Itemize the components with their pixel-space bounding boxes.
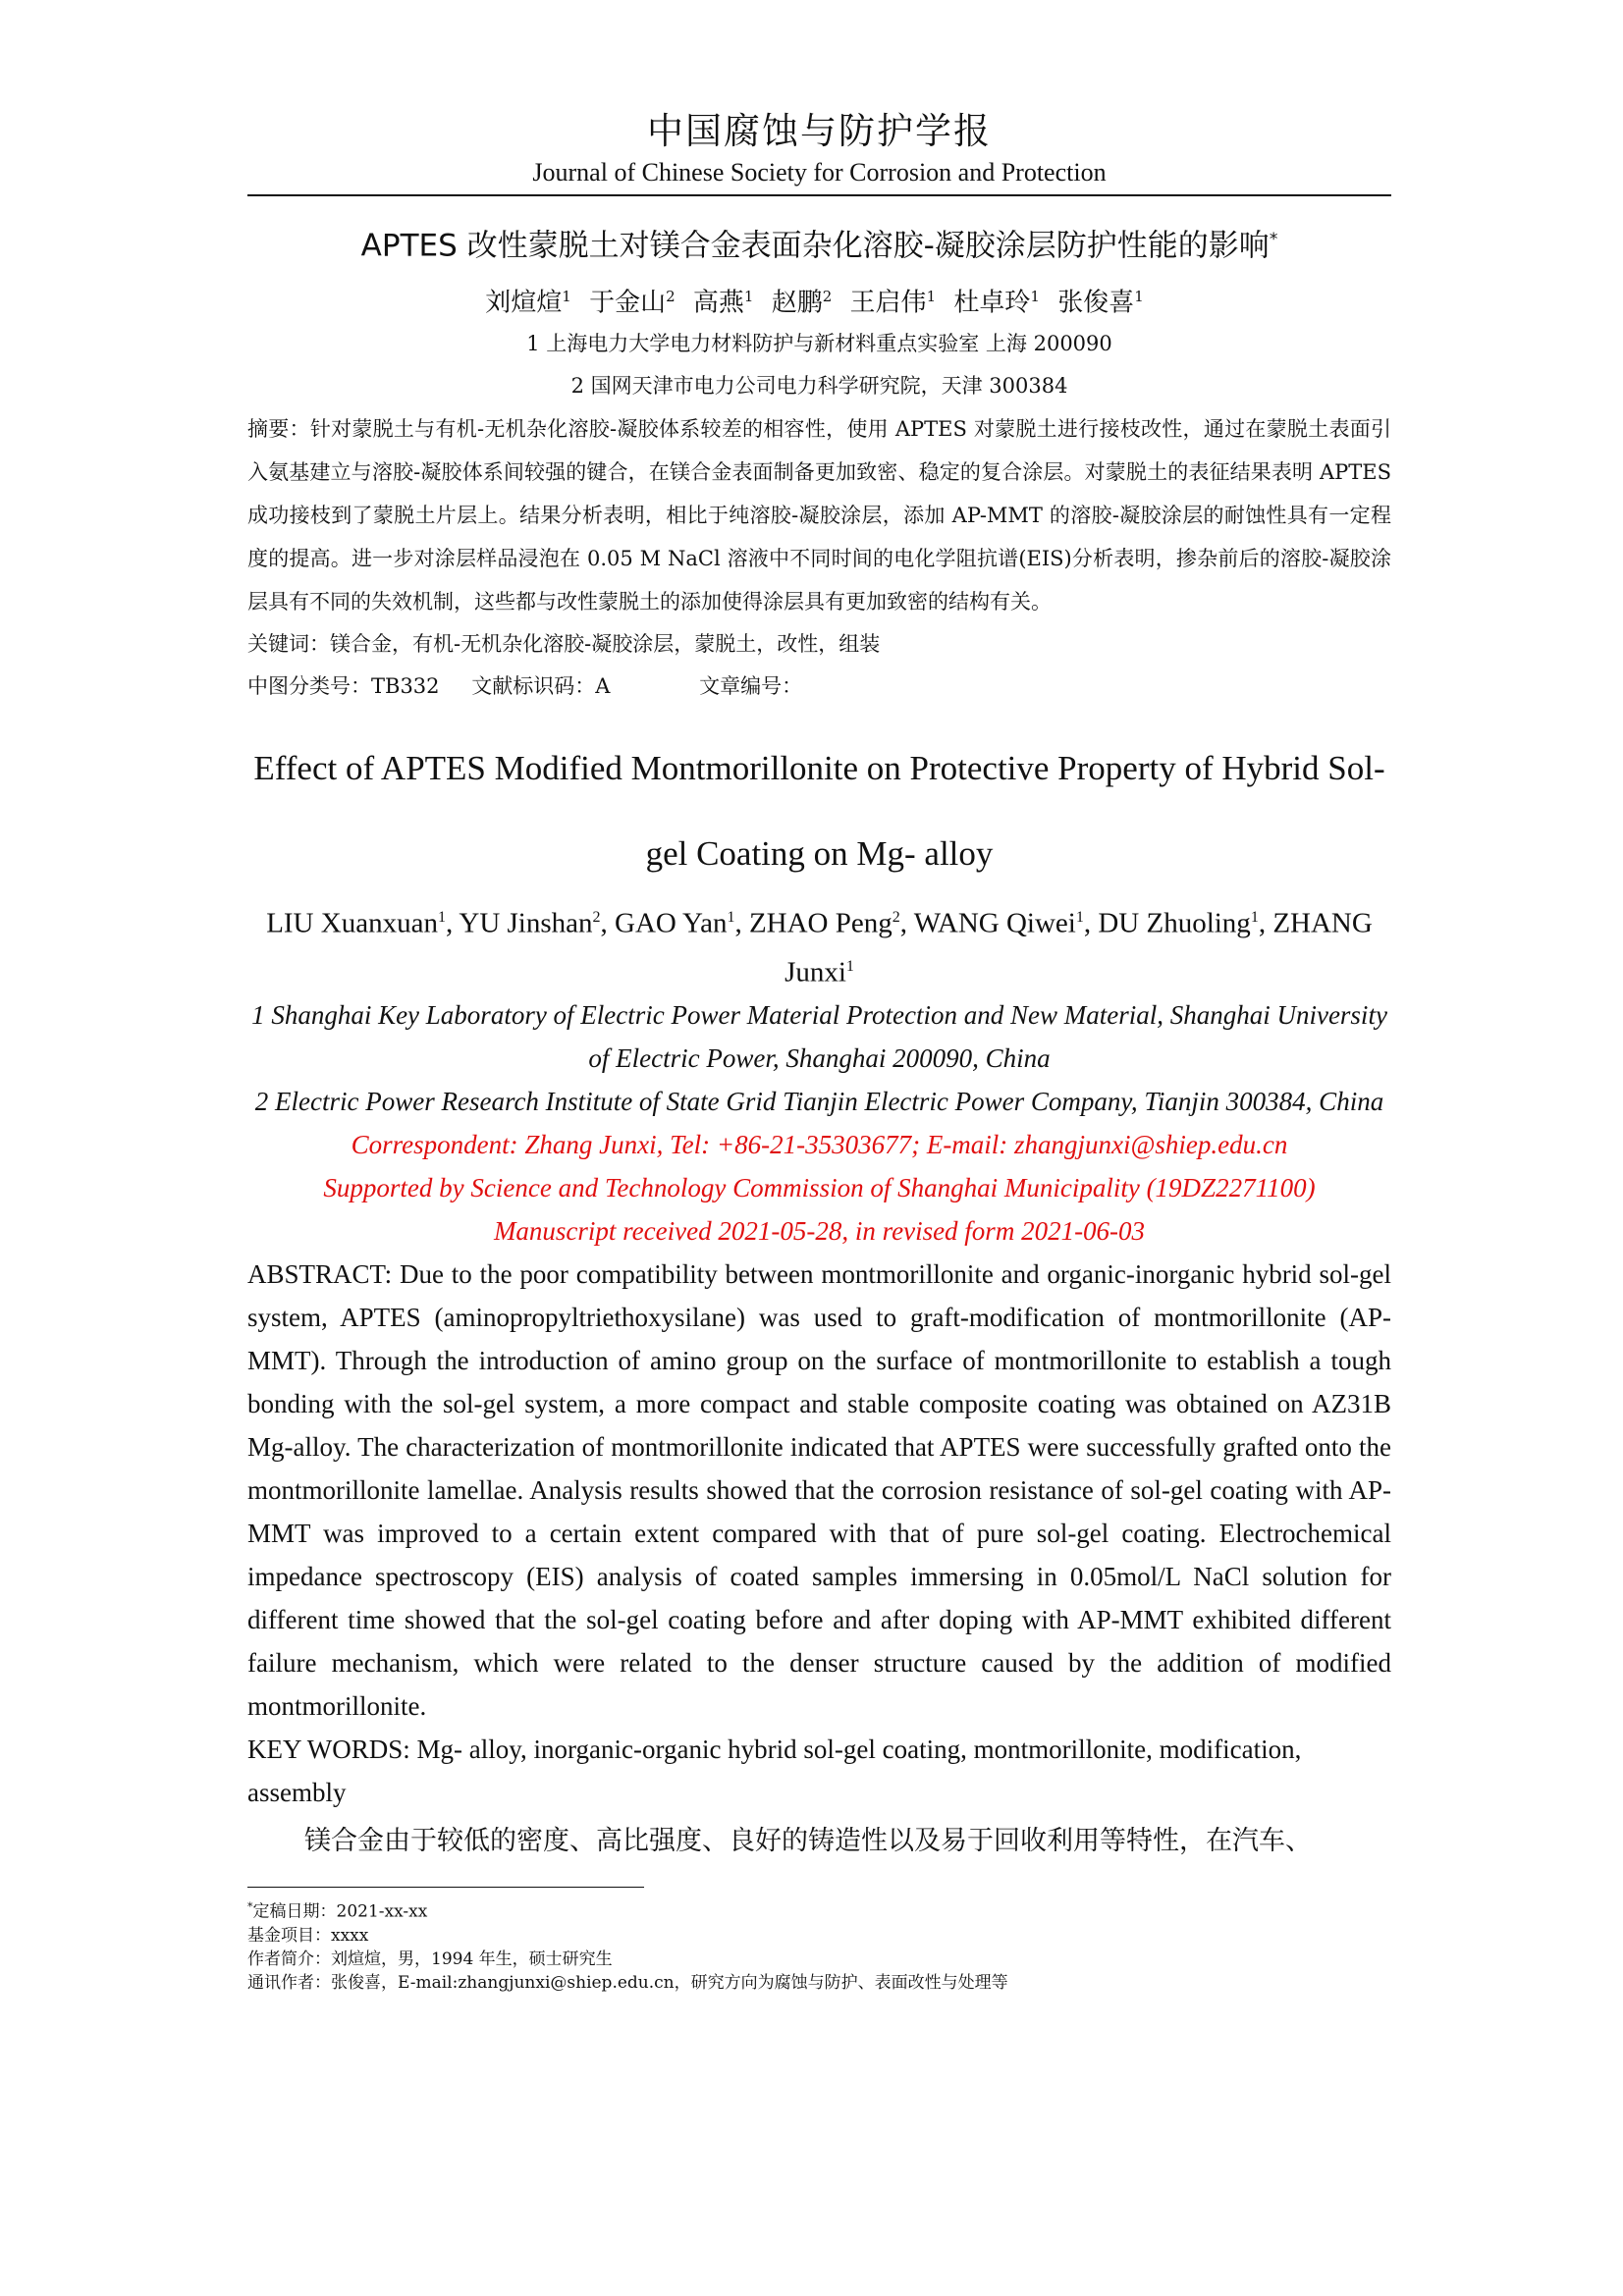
author-cn: 张俊喜	[1057, 288, 1135, 318]
footnote-divider	[247, 1887, 644, 1888]
document-code: 文献标识码：A	[471, 673, 611, 698]
author-cn: 赵鹏	[771, 288, 823, 318]
clc-number: 中图分类号：TB332	[247, 673, 440, 698]
author-en: LIU Xuanxuan	[266, 907, 438, 939]
keywords-en: KEY WORDS: Mg- alloy, inorganic-organic hybrid sol-gel coating, montmorillonite, modification, assembly	[247, 1735, 1302, 1808]
author-en-affil: 2	[592, 908, 601, 926]
keywords-cn: 关键词：镁合金，有机-无机杂化溶胶-凝胶涂层，蒙脱土，改性，组装	[247, 631, 881, 656]
classification-cn	[247, 666, 1391, 708]
paper-title-cn-text: APTES 改性蒙脱土对镁合金表面杂化溶胶-凝胶涂层防护性能的影响	[360, 228, 1270, 264]
author-cn-affil: 1	[926, 288, 937, 306]
author-cn-affil: 1	[1030, 288, 1040, 306]
paper-title-cn	[247, 218, 1391, 267]
author-cn: 杜卓玲	[953, 288, 1031, 318]
funding-line: Supported by Science and Technology Commission of Shanghai Municipality (19DZ2271100)	[323, 1173, 1316, 1203]
author-cn-affil: 1	[743, 288, 754, 306]
author-cn-affil: 2	[822, 288, 833, 306]
authors-cn	[247, 277, 1391, 323]
author-en-affil: 1	[845, 957, 854, 975]
footnote-author: 作者简介：刘煊煊，男，1994 年生，硕士研究生	[247, 1949, 613, 1969]
correspondent-line: Correspondent: Zhang Junxi, Tel: +86-21-35303677; E-mail: zhangjunxi@shiep.edu.cn	[351, 1130, 1288, 1160]
manuscript-dates: Manuscript received 2021-05-28, in revised form 2021-06-03	[493, 1216, 1146, 1247]
footnote-received-text: 定稿日期：2021-xx-xx	[252, 1901, 428, 1922]
authors-en: LIU Xuanxuan$^1$, YU Jinshan$^2$, GAO Yan$^1$, ZHAO Peng$^2$, WANG Qiwei$^1$, DU Zhuoling$^1$, ZHANG Junxi$^1$	[266, 907, 1373, 988]
paper-page	[247, 108, 1391, 1995]
article-number: 文章编号：	[699, 673, 803, 698]
footnote-mark: *	[247, 1900, 253, 1914]
abstract-en: ABSTRACT: Due to the poor compatibility between montmorillonite and organic-inorganic hybrid sol-gel system, APTES (aminopropyltriethoxysilane) was used to graft-modification of montmorillonite (AP-MMT). Through the introduction of amino group on the surface of montmorillonite to establish a tough bonding with the sol-gel system, a more compact and stable composite coating was obtained on AZ31B Mg-alloy. The characterization of montmorillonite indicated that APTES were successfully grafted onto the montmorillonite lamellae. Analysis results showed that the corrosion resistance of sol-gel coating with AP-MMT was improved to a certain extent compared with that of pure sol-gel coating. Electrochemical impedance spectroscopy (EIS) analysis of coated samples immersing in 0.05mol/L NaCl solution for different time showed that the sol-gel coating before and after doping with AP-MMT exhibited different failure mechanism, which were related to the denser structure caused by the addition of modified montmorillonite.	[247, 1259, 1391, 1722]
header-divider	[247, 194, 1391, 196]
footnote-fund: 基金项目：xxxx	[247, 1925, 369, 1946]
author-cn-affil: 2	[666, 288, 676, 306]
journal-title-cn: 中国腐蚀与防护学报	[647, 110, 992, 152]
footnote-correspondent: 通讯作者：张俊喜，E-mail:zhangjunxi@shiep.edu.cn，研究方向为腐蚀与防护、表面改性与处理等	[247, 1972, 1008, 1993]
author-en: WANG Qiwei	[913, 907, 1076, 939]
affiliation-en-2: 2 Electric Power Research Institute of State Grid Tianjin Electric Power Company, Tianjin 300384, China	[254, 1087, 1384, 1117]
author-cn: 高燕	[692, 288, 744, 318]
affiliation-cn-1: 1 上海电力大学电力材料防护与新材料重点实验室 上海 200090	[526, 331, 1112, 355]
footnote-received	[247, 1896, 1391, 1924]
journal-title-en: Journal of Chinese Society for Corrosion and Protection	[532, 158, 1107, 187]
author-cn-affil: 1	[1134, 288, 1144, 306]
title-footnote-mark: *	[1269, 230, 1278, 249]
author-en-affil: 1	[727, 908, 735, 926]
author-cn-affil: 1	[562, 288, 571, 306]
affiliation-en-1: 1 Shanghai Key Laboratory of Electric Power Material Protection and New Material, Shanghai University of Electric Power, Shanghai 200090, China	[251, 1000, 1387, 1074]
author-cn: 于金山	[589, 288, 667, 318]
author-cn: 刘煊煊	[485, 288, 563, 318]
author-en-affil: 1	[1075, 908, 1084, 926]
author-en: DU Zhuoling	[1098, 907, 1251, 939]
author-en: YU Jinshan	[459, 907, 593, 939]
affiliation-cn-2: 2 国网天津市电力公司电力科学研究院，天津 300384	[570, 373, 1068, 398]
body-first-line: 镁合金由于较低的密度、高比强度、良好的铸造性以及易于回收利用等特性，在汽车、	[304, 1826, 1312, 1857]
author-en-affil: 2	[892, 908, 900, 926]
author-cn: 王启伟	[849, 288, 927, 318]
abstract-cn: 摘要：针对蒙脱土与有机-无机杂化溶胶-凝胶体系较差的相容性，使用 APTES 对蒙脱土进行接枝改性，通过在蒙脱土表面引入氨基建立与溶胶-凝胶体系间较强的键合，在镁合金表面制备更加致密、稳定的复合涂层。对蒙脱土的表征结果表明 APTES 成功接枝到了蒙脱土片层上。结果分析表明，相比于纯溶胶-凝胶涂层，添加 AP-MMT 的溶胶-凝胶涂层的耐蚀性具有一定程度的提高。进一步对涂层样品浸泡在 0.05 M NaCl 溶液中不同时间的电化学阻抗谱(EIS)分析表明，掺杂前后的溶胶-凝胶涂层具有不同的失效机制，这些都与改性蒙脱土的添加使得涂层具有更加致密的结构有关。	[247, 416, 1391, 614]
paper-title-en: Effect of APTES Modified Montmorillonite on Protective Property of Hybrid Sol-gel Coating on Mg- alloy	[253, 748, 1385, 873]
author-en-affil: 1	[1250, 908, 1259, 926]
author-en: ZHANG Junxi	[784, 907, 1373, 988]
author-en: GAO Yan	[615, 907, 728, 939]
author-en-affil: 1	[437, 908, 446, 926]
author-en: ZHAO Peng	[748, 907, 893, 939]
